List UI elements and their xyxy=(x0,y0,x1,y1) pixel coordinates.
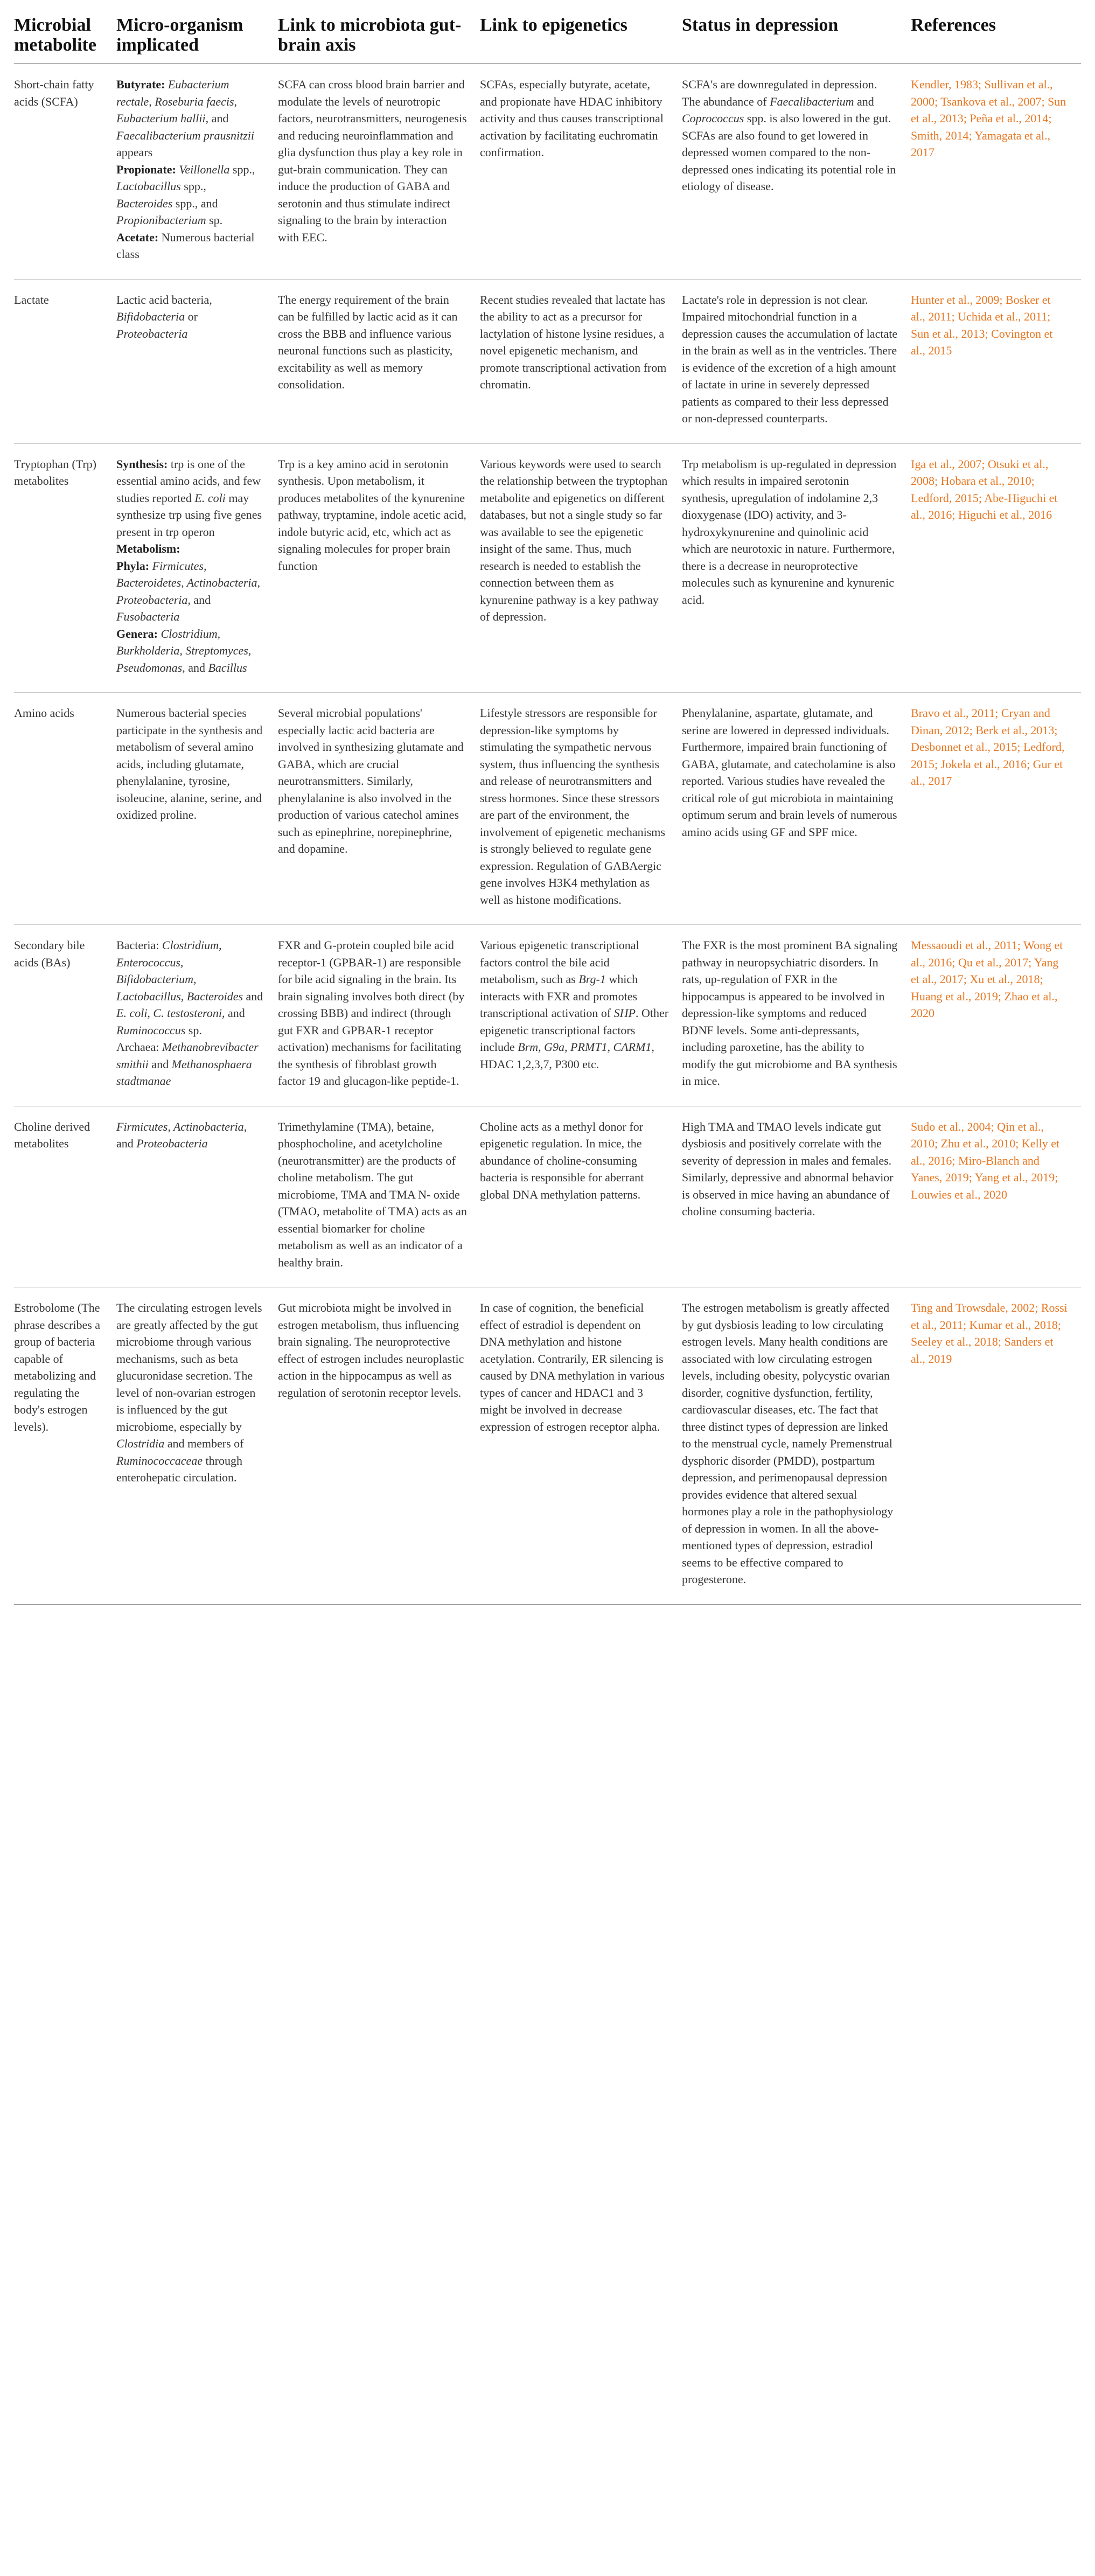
text: SCFA's are downregulated in depression. The abundance of xyxy=(682,78,877,108)
gene: Brm, G9a, PRMT1, CARM1, xyxy=(518,1040,654,1054)
taxon: Clostridium, Enterococcus, Bifidobacterium, Lactobacillus, Bacteroides xyxy=(116,938,243,1003)
text: spp., and xyxy=(172,196,218,210)
text: . Other epigenetic transcriptional factors include xyxy=(480,1006,669,1054)
table-row xyxy=(14,1287,1081,1605)
cell-gut-brain: SCFA can cross blood brain barrier and modulate the levels of neurotropic factors, neurotransmitters, neurogenesis and reducing neuroinflammation and glia dysfunction thus play a key role in gut-brain communication. They can induce the production of GABA and serotonin and thus stimulate indirect signaling to the brain by interaction with EEC. xyxy=(278,64,480,280)
taxon: Proteobacteria xyxy=(136,1137,208,1150)
cell-depression: High TMA and TMAO levels indicate gut dysbiosis and positively correlate with the severity of depression in males and females. Similarly, depressive and abnormal behavior is observed in mice having an abundance of choline consuming bacteria. xyxy=(682,1106,911,1287)
text: sp. xyxy=(185,1023,202,1037)
text: spp., xyxy=(229,162,255,176)
cell-depression: The FXR is the most prominent BA signaling pathway in neuropsychiatric disorders. In rats, up-regulation of FXR in the hippocampus is appeared to be involved in depression-like symptoms and reduced BDNF levels. Some anti-depressants, including paroxetine, has the ability to modify the gut microbiome and BA synthesis in mice. xyxy=(682,925,911,1106)
taxon: Veillonella xyxy=(179,162,230,176)
label: Metabolism: xyxy=(116,542,180,555)
cell-references[interactable]: Hunter et al., 2009; Bosker et al., 2011; Uchida et al., 2011; Sun et al., 2013; Covington et al., 2015 xyxy=(911,279,1081,443)
taxon: Firmicutes, Actinobacteria, xyxy=(116,1119,247,1133)
text: may synthesize trp using five genes present in trp operon xyxy=(116,491,262,539)
text: which interacts with FXR and promotes transcriptional activation of xyxy=(480,972,638,1020)
taxon: Bacillus xyxy=(208,660,247,674)
cell-epigenetics xyxy=(480,925,682,1106)
cell-depression: Trp metabolism is up-regulated in depression which results in impaired serotonin synthesis, upregulation of indolamine 2,3 dioxygenase (IDO) activity, and 3-hydroxykynurenine and quinolinic acid which are neurotoxic in nature. Furthermore, there is a decrease in neuroprotective molecules such as kynurenine and kynurenic acid. xyxy=(682,443,911,693)
cell-gut-brain: Trimethylamine (TMA), betaine, phosphocholine, and acetylcholine (neurotransmitter) are the products of choline metabolism. The gut microbiome, TMA and TMA N- oxide (TMAO, metabolite of TMA) acts as an essential biomarker for choline metabolism as well as an indicator of a healthy brain. xyxy=(278,1106,480,1287)
taxon: Ruminococcaceae xyxy=(116,1453,203,1467)
metabolite-table xyxy=(14,8,1081,1605)
cell-organism: Numerous bacterial species participate in the synthesis and metabolism of several amino acids, including glutamate, phenylalanine, tyrosine, isoleucine, alanine, serine, and oxidized proline. xyxy=(116,693,278,925)
cell-epigenetics: Recent studies revealed that lactate has the ability to act as a precursor for lactylation of histone lysine residues, a novel epigenetic mechanism, and promote transcriptional activation from chromatin. xyxy=(480,279,682,443)
cell-organism xyxy=(116,443,278,693)
header-epigenetics: Link to epigenetics xyxy=(480,8,682,64)
cell-references[interactable]: Ting and Trowsdale, 2002; Rossi et al., 2011; Kumar et al., 2018; Seeley et al., 2018; Sanders et al., 2019 xyxy=(911,1287,1081,1605)
text: through enterohepatic circulation. xyxy=(116,1453,242,1484)
cell-references[interactable]: Sudo et al., 2004; Qin et al., 2010; Zhu et al., 2010; Kelly et al., 2016; Miro-Blanch and Yanes, 2019; Yang et al., 2019; Louwies et al., 2020 xyxy=(911,1106,1081,1287)
taxon: Proteobacteria xyxy=(116,326,188,340)
taxon: Clostridium, Burkholderia, Streptomyces, Pseudomonas, xyxy=(116,626,252,674)
cell-gut-brain: The energy requirement of the brain can be fulfilled by lactic acid as it can cross the BBB and influence various neuronal functions such as plasticity, excitability as well as memory consolidation. xyxy=(278,279,480,443)
cell-metabolite: Tryptophan (Trp) metabolites xyxy=(14,443,116,693)
cell-gut-brain: Gut microbiota might be involved in estrogen metabolism, thus influencing brain signaling. The neuroprotective effect of estrogen includes neuroplastic action in the hippocampus as well as regulation of serotonin receptor levels. xyxy=(278,1287,480,1605)
text: Numerous bacterial class xyxy=(116,230,255,261)
cell-epigenetics: Choline acts as a methyl donor for epigenetic regulation. In mice, the abundance of choline-consuming bacteria is responsible for aberrant global DNA methylation patterns. xyxy=(480,1106,682,1287)
text: and members of xyxy=(164,1437,244,1450)
taxon: Bifidobacteria xyxy=(116,310,185,323)
cell-metabolite: Choline derived metabolites xyxy=(14,1106,116,1287)
taxon: Methanobrevibacter smithii xyxy=(116,1040,259,1071)
taxon: Methanosphaera stadtmanae xyxy=(116,1057,252,1088)
label: Synthesis: xyxy=(116,457,168,471)
text: trp is one of the essential amino acids, and few studies reported xyxy=(116,457,261,505)
cell-epigenetics: Lifestyle stressors are responsible for depression-like symptoms by stimulating the sympathetic nervous system, thus influencing the synthesis and release of neurotransmitters and stress hormones. Since these stressors are part of the environment, the involvement of epigenetic mechanisms is strongly believed to regulate gene expression. Regulation of GABAergic gene involves H3K4 methylation as well as histone modifications. xyxy=(480,693,682,925)
cell-references[interactable]: Iga et al., 2007; Otsuki et al., 2008; Hobara et al., 2010; Ledford, 2015; Abe-Higuchi et al., 2016; Higuchi et al., 2016 xyxy=(911,443,1081,693)
table-row xyxy=(14,279,1081,443)
page xyxy=(14,0,1081,1605)
taxon: E. coli, C. testosteroni, xyxy=(116,1006,225,1020)
cell-depression: The estrogen metabolism is greatly affected by gut dysbiosis leading to low circulating estrogen levels. Many health conditions are associated with low circulating estrogen levels, including obesity, polycystic ovarian disorder, cognitive dysfunction, fertility, cardiovascular diseases, etc. The fact that three distinct types of depression are linked to the menstrual cycle, namely Premenstrual dysphoric disorder (PMDD), postpartum depression, and perimenopausal depression provides evidence that altered sexual hormones play a role in the pathophysiology of depression in women. In all the above-mentioned types of depression, estradiol seems to be effective compared to progesterone. xyxy=(682,1287,911,1605)
text: spp. is also lowered in the gut. SCFAs are also found to get lowered in depressed women compared to the non-depressed ones indicating its potential role in etiology of disease. xyxy=(682,112,896,193)
taxon: Faecalibacterium xyxy=(770,94,854,108)
header-metabolite: Microbial metabolite xyxy=(14,8,116,64)
table-row xyxy=(14,1106,1081,1287)
taxon: Fusobacteria xyxy=(116,610,180,623)
taxon: Faecalibacterium prausnitzii xyxy=(116,128,255,142)
text: and xyxy=(225,1006,245,1020)
taxon: Ruminococcus xyxy=(116,1023,186,1037)
cell-depression: Phenylalanine, aspartate, glutamate, and serine are lowered in depressed individuals. Furthermore, impaired brain functioning of GABA, glutamate, and catecholamine is also reported. Various studies have revealed the critical role of gut microbiota in maintaining optimum serum and brain levels of numerous amino acids using GF and SPF mice. xyxy=(682,693,911,925)
cell-metabolite: Amino acids xyxy=(14,693,116,925)
text: and xyxy=(148,1057,172,1071)
header-references: References xyxy=(911,8,1081,64)
text: spp., xyxy=(180,179,206,193)
text: and xyxy=(190,593,211,607)
text: and xyxy=(208,112,229,125)
taxon: Coprococcus xyxy=(682,112,744,125)
text: and xyxy=(185,660,208,674)
cell-organism xyxy=(116,1287,278,1605)
cell-organism xyxy=(116,64,278,280)
gene: Brg-1 xyxy=(578,972,606,986)
text: Bacteria: xyxy=(116,938,162,952)
text: sp. xyxy=(206,213,223,227)
cell-references[interactable]: Messaoudi et al., 2011; Wong et al., 2016; Qu et al., 2017; Yang et al., 2017; Xu et al., 2018; Huang et al., 2019; Zhao et al., 2020 xyxy=(911,925,1081,1106)
cell-gut-brain: FXR and G-protein coupled bile acid receptor-1 (GPBAR-1) are responsible for bile acid signaling in the brain. Its brain signaling involves both direct (by crossing BBB) and indirect (through gut FXR and GPBAR-1 receptor activation) mechanisms for facilitating the synthesis of fibroblast growth factor 19 and glucagon-like peptide-1. xyxy=(278,925,480,1106)
label: Butyrate: xyxy=(116,78,165,91)
header-depression: Status in depression xyxy=(682,8,911,64)
cell-gut-brain: Several microbial populations' especially lactic acid bacteria are involved in synthesizing glutamate and GABA, which are crucial neurotransmitters. Similarly, phenylalanine is also involved in the production of various catechol amines such as epinephrine, norepinephrine, and dopamine. xyxy=(278,693,480,925)
label: Phyla: xyxy=(116,559,150,573)
cell-metabolite: Short-chain fatty acids (SCFA) xyxy=(14,64,116,280)
cell-metabolite: Lactate xyxy=(14,279,116,443)
taxon: Clostridia xyxy=(116,1437,165,1450)
label: Genera: xyxy=(116,626,158,640)
table-body xyxy=(14,64,1081,1605)
text: and xyxy=(243,989,263,1003)
text: and xyxy=(116,1137,137,1150)
taxon: Lactobacillus xyxy=(116,179,181,193)
text: or xyxy=(185,310,198,323)
text: Lactic acid bacteria, xyxy=(116,293,212,307)
table-row xyxy=(14,693,1081,925)
text: appears xyxy=(116,145,153,159)
text: The circulating estrogen levels are greatly affected by the gut microbiome through various mechanisms, such as beta glucuronidase secretion. The level of non-ovarian estrogen is influenced by the gut microbiome, especially by xyxy=(116,1301,262,1433)
header-organism: Micro-organism implicated xyxy=(116,8,278,64)
cell-metabolite: Secondary bile acids (BAs) xyxy=(14,925,116,1106)
text: HDAC 1,2,3,7, P300 etc. xyxy=(480,1057,599,1071)
label: Acetate: xyxy=(116,230,159,244)
cell-organism xyxy=(116,279,278,443)
table-row xyxy=(14,925,1081,1106)
cell-organism xyxy=(116,925,278,1106)
cell-organism xyxy=(116,1106,278,1287)
taxon: Bacteroides xyxy=(116,196,173,210)
cell-references[interactable]: Bravo et al., 2011; Cryan and Dinan, 2012; Berk et al., 2013; Desbonnet et al., 2015; Ledford, 2015; Jokela et al., 2016; Gur et al., 2017 xyxy=(911,693,1081,925)
cell-epigenetics: Various keywords were used to search the relationship between the tryptophan metabolite and epigenetics on different databases, but not a single study so far was available to see the epigenetic insight of the same. Thus, much research is needed to establish the connection between them as kynurenine pathway is a key pathway of depression. xyxy=(480,443,682,693)
text: Various epigenetic transcriptional factors control the bile acid metabolism, such as xyxy=(480,938,639,986)
text: Archaea: xyxy=(116,1040,162,1054)
cell-epigenetics: SCFAs, especially butyrate, acetate, and propionate have HDAC inhibitory activity and thus causes transcriptional activation by facilitating euchromatin confirmation. xyxy=(480,64,682,280)
taxon: E. coli xyxy=(194,491,226,505)
taxon: Firmicutes, Bacteroidetes, Actinobacteria, Proteobacteria, xyxy=(116,559,260,607)
cell-depression: Lactate's role in depression is not clear. Impaired mitochondrial function in a depression causes the accumulation of lactate in the brain as well as in the ventricles. There is evidence of the excretion of a high amount of lactate in urine in severely depressed patients as compared to their less depressed or non-depressed counterparts. xyxy=(682,279,911,443)
header-gut-brain: Link to microbiota gut-brain axis xyxy=(278,8,480,64)
cell-references[interactable]: Kendler, 1983; Sullivan et al., 2000; Tsankova et al., 2007; Sun et al., 2013; Peña et al., 2014; Smith, 2014; Yamagata et al., 2017 xyxy=(911,64,1081,280)
label: Propionate: xyxy=(116,162,176,176)
header-row xyxy=(14,8,1081,64)
cell-depression xyxy=(682,64,911,280)
text: and xyxy=(854,94,874,108)
table-row xyxy=(14,64,1081,280)
table-header xyxy=(14,8,1081,64)
cell-gut-brain: Trp is a key amino acid in serotonin synthesis. Upon metabolism, it produces metabolites of the kynurenine pathway, tryptamine, indole acetic acid, indole butyric acid, etc, which act as signaling molecules for proper brain function xyxy=(278,443,480,693)
taxon: Propionibacterium xyxy=(116,213,206,227)
taxon: Eubacterium rectale, Roseburia faecis, Eubacterium hallii, xyxy=(116,78,238,125)
table-row xyxy=(14,443,1081,693)
gene: SHP xyxy=(613,1006,636,1020)
cell-metabolite: Estrobolome (The phrase describes a group of bacteria capable of metabolizing and regulating the body's estrogen levels). xyxy=(14,1287,116,1605)
cell-epigenetics: In case of cognition, the beneficial effect of estradiol is dependent on DNA methylation and histone acetylation. Contrarily, ER silencing is caused by DNA methylation in various types of cancer and HDAC1 and 3 might be involved in decrease expression of estrogen receptor alpha. xyxy=(480,1287,682,1605)
